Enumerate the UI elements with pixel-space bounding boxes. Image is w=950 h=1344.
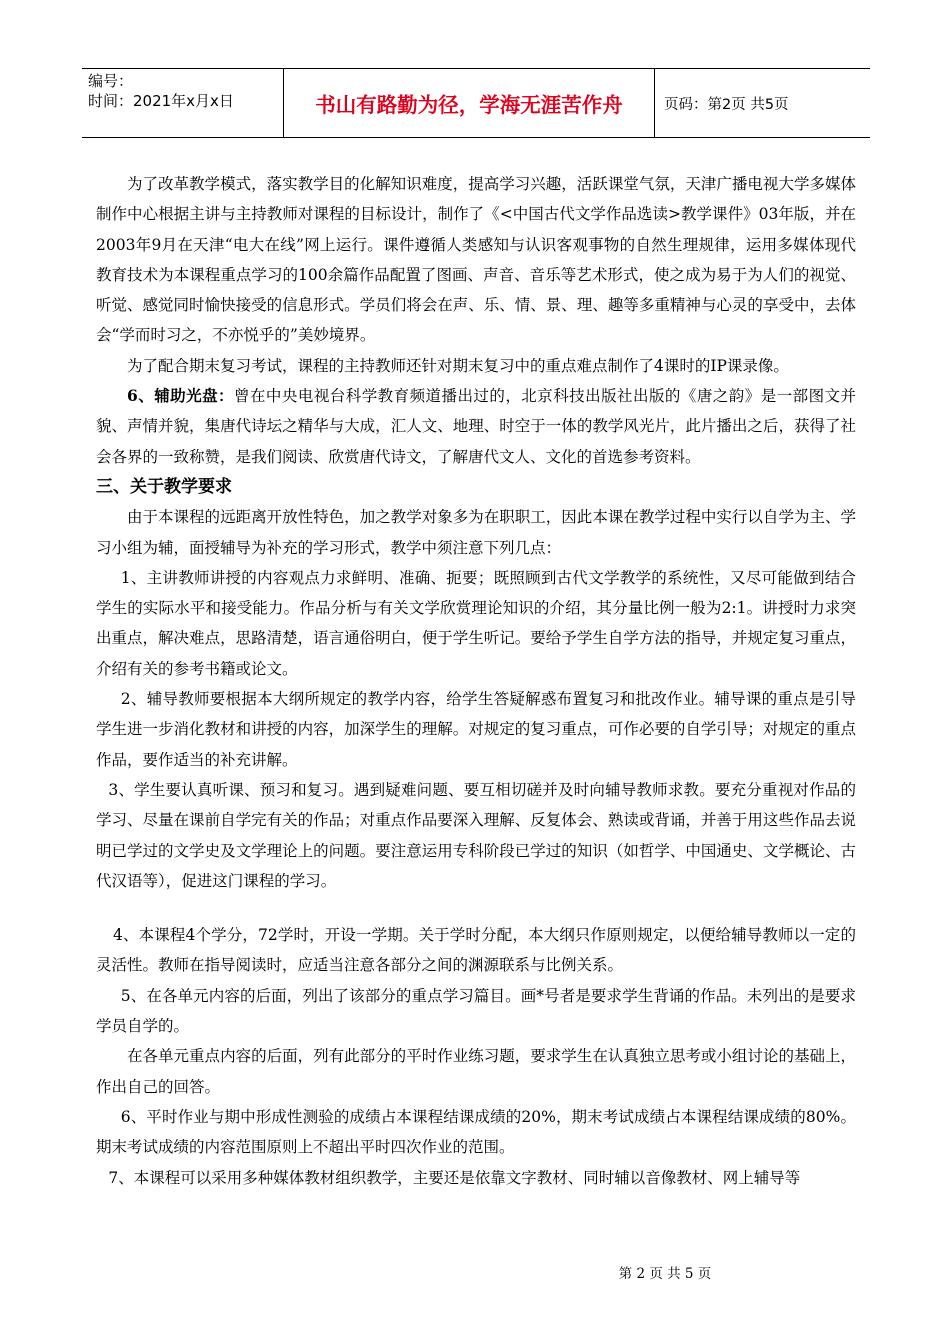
paragraph-text: 在各单元重点内容的后面，列有此部分的平时作业练习题，要求学生在认真独立思考或小组讨论的基础上，作出自己的回答。 [96,1047,856,1096]
page-footer [0,1262,950,1282]
body-paragraph [96,563,856,684]
paragraph-text: 为了配合期末复习考试，课程的主持教师还针对期末复习中的重点难点制作了4课时的IP课录像。 [127,356,789,375]
body-paragraph [96,169,856,351]
motto: 书山有路勤为径，学海无涯苦作舟 [315,93,623,117]
paragraph-text: 为了改革教学模式，落实教学目的化解知识难度，提高学习兴趣，活跃课堂气氛，天津广播电视大学多媒体制作中心根据主讲与主持教师对课程的目标设计，制作了《<中国古代文学作品选读>教学课件》03年版，并在2003年9月在天津“电大在线”网上运行。课件遵循人类感知与认识客观事物的自然生理规律，运用多媒体现代教育技术为本课程重点学习的100余篇作品配置了图画、声音、音乐等艺术形式，使之成为易于为人们的视觉、听觉、感觉同时愉快接受的信息形式。学员们将会在声、乐、情、景、理、趣等多重精神与心灵的享受中，去体会“学而时习之，不亦悦乎的”美妙境界。 [96,175,856,345]
body-paragraph [96,775,856,896]
page-number-label: 页码：第2页 共5页 [664,96,789,113]
paragraph-text: 7、本课程可以采用多种媒体教材组织教学，主要还是依靠文字教材、同时辅以音像教材、网上辅导等 [108,1168,801,1187]
body-paragraph [96,1041,856,1102]
body-paragraph [96,381,856,472]
body-paragraph [96,1102,856,1163]
paragraph-text: 4、本课程4个学分，72学时，开设一学期。关于学时分配，本大纲只作原则规定，以便给辅导教师以一定的灵活性。教师在指导阅读时，应适当注意各部分之间的渊源联系与比例关系。 [96,926,856,975]
section-heading-text: 三、关于教学要求 [96,476,232,497]
body-paragraph [96,351,856,381]
date-label: 时间：2021年x月x日 [88,92,234,110]
paragraph-text: 3、学生要认真听课、预习和复习。遇到疑难问题、要互相切磋并及时向辅导教师求教。要充分重视对作品的学习、尽量在课前自学完有关的作品；对重点作品要深入理解、反复体会、熟读或背诵，并善于用这些作品去说明已学过的文学史及文学理论上的问题。要注意运用专科阶段已学过的知识（如哲学、中国通史、文学概论、古代汉语等），促进这门课程的学习。 [96,780,856,890]
body-paragraph [96,1163,856,1193]
paragraph-text: 2、辅导教师要根据本大纲所规定的教学内容，给学生答疑解惑布置复习和批改作业。辅导课的重点是引导学生进一步消化教材和讲授的内容，加深学生的理解。对规定的复习重点，可作必要的自学引导；对规定的重点作品，要作适当的补充讲解。 [96,690,856,769]
document-body [96,169,856,1193]
header-info [82,69,283,137]
section-heading [96,472,856,502]
paragraph-lead: 6、辅助光盘： [127,386,235,406]
paragraph-text: 5、在各单元内容的后面，列出了该部分的重点学习篇目。画*号者是要求学生背诵的作品。未列出的是要求学员自学的。 [96,986,856,1036]
document-number-label: 编号： [88,72,134,90]
header-page-cell [654,69,870,137]
body-paragraph [96,684,856,775]
body-paragraph [96,920,856,981]
page-header [82,68,870,138]
body-paragraph [96,502,856,563]
paragraph-text: 由于本课程的远距离开放性特色，加之教学对象多为在职职工，因此本课在教学过程中实行以自学为主、学习小组为辅，面授辅导为补充的学习形式，教学中须注意下列几点： [96,508,856,557]
paragraph-text: 1、主讲教师讲授的内容观点力求鲜明、准确、扼要；既照顾到古代文学教学的系统性，又尽可能做到结合学生的实际水平和接受能力。作品分析与有关文学欣赏理论知识的介绍，其分量比例一般为2:1。讲授时力求突出重点，解决难点，思路清楚，语言通俗明白，便于学生听记。要给予学生自学方法的指导，并规定复习重点，介绍有关的参考书籍或论文。 [96,568,856,678]
footer-page-number: 第 2 页 共 5 页 [618,1266,712,1282]
paragraph-text: 曾在中央电视台科学教育频道播出过的，北京科技出版社出版的《唐之韵》是一部图文并貌、声情并貌，集唐代诗坛之精华与大成，汇人文、地理、时空于一体的教学风光片，此片播出之后，获得了社会各界的一致称赞，是我们阅读、欣赏唐代诗文，了解唐代文人、文化的首选参考资料。 [96,387,856,466]
paragraph-text: 6、平时作业与期中形成性测验的成绩占本课程结课成绩的20%，期末考试成绩占本课程结课成绩的80%。期末考试成绩的内容范围原则上不超出平时四次作业的范围。 [96,1107,856,1157]
body-paragraph [96,981,856,1042]
header-motto-cell [283,69,655,137]
